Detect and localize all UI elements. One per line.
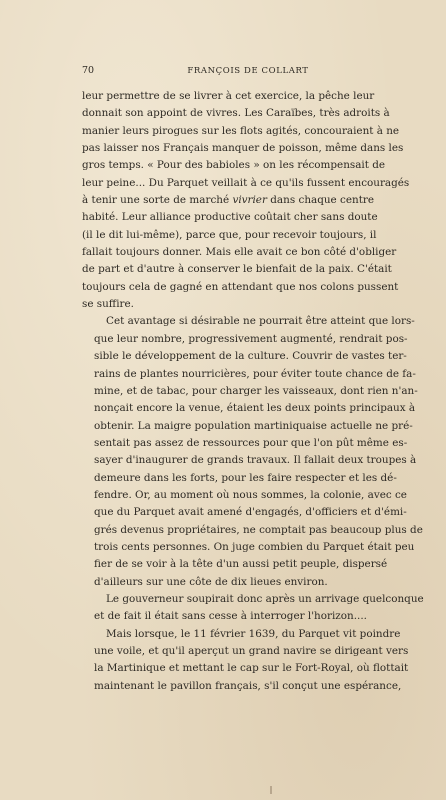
paragraph-4: [82, 626, 409, 695]
text-line: fendre. Or, au moment où nous sommes, la colonie, avec ce: [94, 488, 407, 501]
paragraph-1: [82, 88, 410, 313]
text-line: maintenant le pavillon français, s'il conçut une espérance,: [94, 679, 402, 692]
text-line: leur permettre de se livrer à cet exercice, la pêche leur: [82, 90, 375, 102]
running-title: FRANÇOIS DE COLLART: [187, 66, 309, 76]
text-line: pas laisser nos Français manquer de poisson, même dans les: [82, 142, 404, 155]
text-line: se suffire.: [82, 298, 134, 311]
page-mark: [270, 786, 272, 794]
text-line: que leur nombre, progressivement augmenté, rendrait pos-: [94, 332, 408, 345]
text-line: Le gouverneur soupirait donc après un arrivage quelconque: [106, 592, 424, 605]
text-line: sible le développement de la culture. Couvrir de vastes ter-: [94, 350, 407, 363]
text-line: sentait pas assez de ressources pour que l'on pût même es-: [94, 436, 408, 449]
page-number: 70: [82, 65, 95, 76]
text-line: rains de plantes nourricières, pour éviter toute chance de fa-: [94, 367, 416, 380]
paragraph-3: [82, 591, 424, 626]
text-line: à tenir une sorte de marché vivrier dans chaque centre: [82, 194, 374, 207]
text-line: manier leurs pirogues sur les flots agités, concouraient à ne: [82, 124, 400, 137]
text-line: fier de se voir à la tête d'un aussi petit peuple, dispersé: [94, 558, 388, 571]
text-line: gros temps. « Pour des babioles » on les récompensait de: [82, 159, 386, 172]
text-line: leur peine... Du Parquet veillait à ce qu'ils fussent encouragés: [82, 176, 410, 189]
text-line: Mais lorsque, le 11 février 1639, du Parquet vit poindre: [106, 627, 401, 640]
text-line: (il le dit lui-même), parce que, pour recevoir toujours, il: [82, 228, 377, 241]
text-line: sayer d'inaugurer de grands travaux. Il fallait deux troupes à: [94, 454, 417, 467]
text-line: trois cents personnes. On juge combien du Parquet était peu: [94, 540, 415, 553]
body-text: [82, 88, 424, 695]
text-line: de part et d'autre à conserver le bienfait de la paix. C'était: [82, 263, 392, 276]
text-line: grés devenus propriétaires, ne comptait pas beaucoup plus de: [94, 523, 423, 536]
text-line: nonçait encore la venue, étaient les deux points principaux à: [94, 402, 416, 415]
text-line: demeure dans les forts, pour les faire respecter et les dé-: [94, 471, 397, 484]
text-line: mine, et de tabac, pour charger les vaisseaux, dont rien n'an-: [94, 384, 418, 397]
text-line: et de fait il était sans cesse à interroger l'horizon....: [94, 610, 367, 623]
paragraph-2: [82, 313, 423, 591]
text-line: d'ailleurs sur une côte de dix lieues environ.: [94, 575, 328, 588]
running-head: [82, 64, 378, 78]
text-line: une voile, et qu'il aperçut un grand navire se dirigeant vers: [94, 645, 409, 657]
text-line: Cet avantage si désirable ne pourrait être atteint que lors-: [106, 315, 415, 328]
text-line: la Martinique et mettant le cap sur le Fort-Royal, où flottait: [94, 662, 409, 675]
text-line: fallait toujours donner. Mais elle avait ce bon côté d'obliger: [82, 246, 397, 259]
text-line: toujours cela de gagné en attendant que nos colons pussent: [82, 280, 399, 293]
text-line: habité. Leur alliance productive coûtait cher sans doute: [82, 211, 378, 224]
text-line: donnait son appoint de vivres. Les Caraïbes, très adroits à: [82, 107, 390, 120]
text-line: que du Parquet avait amené d'engagés, d'officiers et d'émi-: [94, 506, 407, 519]
text-line: obtenir. La maigre population martiniquaise actuelle ne pré-: [94, 419, 413, 432]
